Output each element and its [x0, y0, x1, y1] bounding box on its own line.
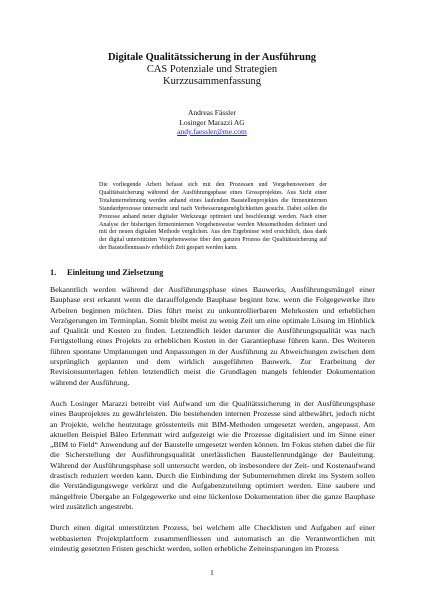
- page-number: 1: [210, 568, 214, 577]
- author-block: [0, 108, 424, 137]
- abstract: Die vorliegende Arbeit befasst sich mit den Prozessen und Vorgehensweisen der Qualitätssicherung während der Ausführungsphase eines Grossprojektes. Aus Sicht einer Totalunternehmung werden anhand eines laufenden Baustellenprojektes die firmeninternen Standardprozesse untersucht und nach Verbesserungsmöglichkeiten gesucht. Dabei sollen die Prozesse anhand neuer digitaler Werkzeuge optimiert und beschleunigt werden. Nach einer Analyse der bisherigen firmeninternen Vorgehensweise werden Messmethoden definiert und mit der neuen digitalen Methode verglichen. Aus den Ergebnisse wird ersichtlich, dass dank der digital unterstützten Vorgehensweise über den ganzen Prozess der Qualitätssicherung auf der Baustellenmassiv erheblich Zeit gespart werden kann.: [99, 182, 327, 252]
- paragraph: Auch Losinger Marazzi betreibt viel Aufwand um die Qualitätssicherung in der Ausführungsphase eines Bauprojektes zu gewährleisten. Die bestehenden internen Prozesse sind altbewährt, jedoch nicht an Projekte, welche heutzutage grösstenteils mit BIM-Methoden umgesetzt werden, angepasst. Am aktuellen Beispiel Bäleo Erlenmatt wird aufgezeigt wie die Prozesse digitalisiert und im Sinne einer „BIM to Field“ Anwendung auf der Baustelle umgesetzt werden können. Im Fokus stehen dabei die für die Sicherstellung der Ausführungsqualität unerlässlichen Baustellenrundgänge der Bauleitung. Während der Ausführungsphase soll untersucht werden, ob insbesondere der Zeit- und Kostenaufwand drastisch reduziert werden kann. Durch die Einbindung der Subunternehmen direkt ins System sollen die Verständigungswege verkürzt und die Aufgabenzuteilung optimiert werden. Eine saubere und mängelfreie Übergabe an Folgegewerke und eine lückenlose Dokumentation über die ganze Bauphase wird zusätzlich angestrebt.: [50, 398, 375, 511]
- author-affiliation: Losinger Marazzi AG: [179, 117, 245, 127]
- author-email-link[interactable]: andy.faessler@me.com: [177, 127, 247, 136]
- paragraph: Durch einen digital unterstützten Prozess, bei welchem alle Checklisten und Aufgaben auf einer webbasierten Projektplattform zusammenfliessen und automatisch an die Verantwortlichen mit eindeutig gesetzten Fristen geschickt werden, sollen erhebliche Zeiteinsparungen im Prozess: [50, 523, 375, 553]
- paper-subtitle-type: Kurzzusammenfassung: [163, 76, 261, 87]
- section-number: 1.: [50, 268, 57, 277]
- title-block: [0, 52, 424, 88]
- paper-title: Digitale Qualitätssicherung in der Ausführung: [107, 52, 317, 63]
- paper-subtitle-program: CAS Potenziale und Strategien: [146, 64, 278, 75]
- paragraph: Bekanntlich werden während der Ausführungsphase eines Bauwerks, Ausführungsmängel einer Bauphase erst erkannt wenn die darauffolgende Bauphase beginnt bzw. wenn die Folgegewerke ihre Arbeiten beginnen möchten. Dies führt meist zu unkontrollierbaren Mehrkosten und erheblichen Verzögerungen im Terminplan. Somit bleibt meist zu wenig Zeit um eine optimale Lösung im Hinblick auf Qualität und Kosten zu finden. Letztendlich leidet darunter die Ausführungsqualität was nach Fertigstellung eines Projekts zu erheblichen Kosten in der Garantiephase führen kann. Des Weiteren führen spontane Umplanungen und Anpassungen in der Ausführung zu Abweichungen zwischen dem ursprünglich geplanten und dem wirklich ausgeführten Bauwerk. Zur Erarbeitung der Revisionsunterlagen fehlen letztendlich meist die Grundlagen mangels fehlender Dokumentation während der Ausführung.: [50, 285, 375, 387]
- author-name: Andreas Fässler: [187, 108, 237, 117]
- section-heading: [50, 268, 163, 278]
- body-text: [50, 285, 375, 565]
- section-title: Einleitung und Zielsetzung: [67, 268, 164, 277]
